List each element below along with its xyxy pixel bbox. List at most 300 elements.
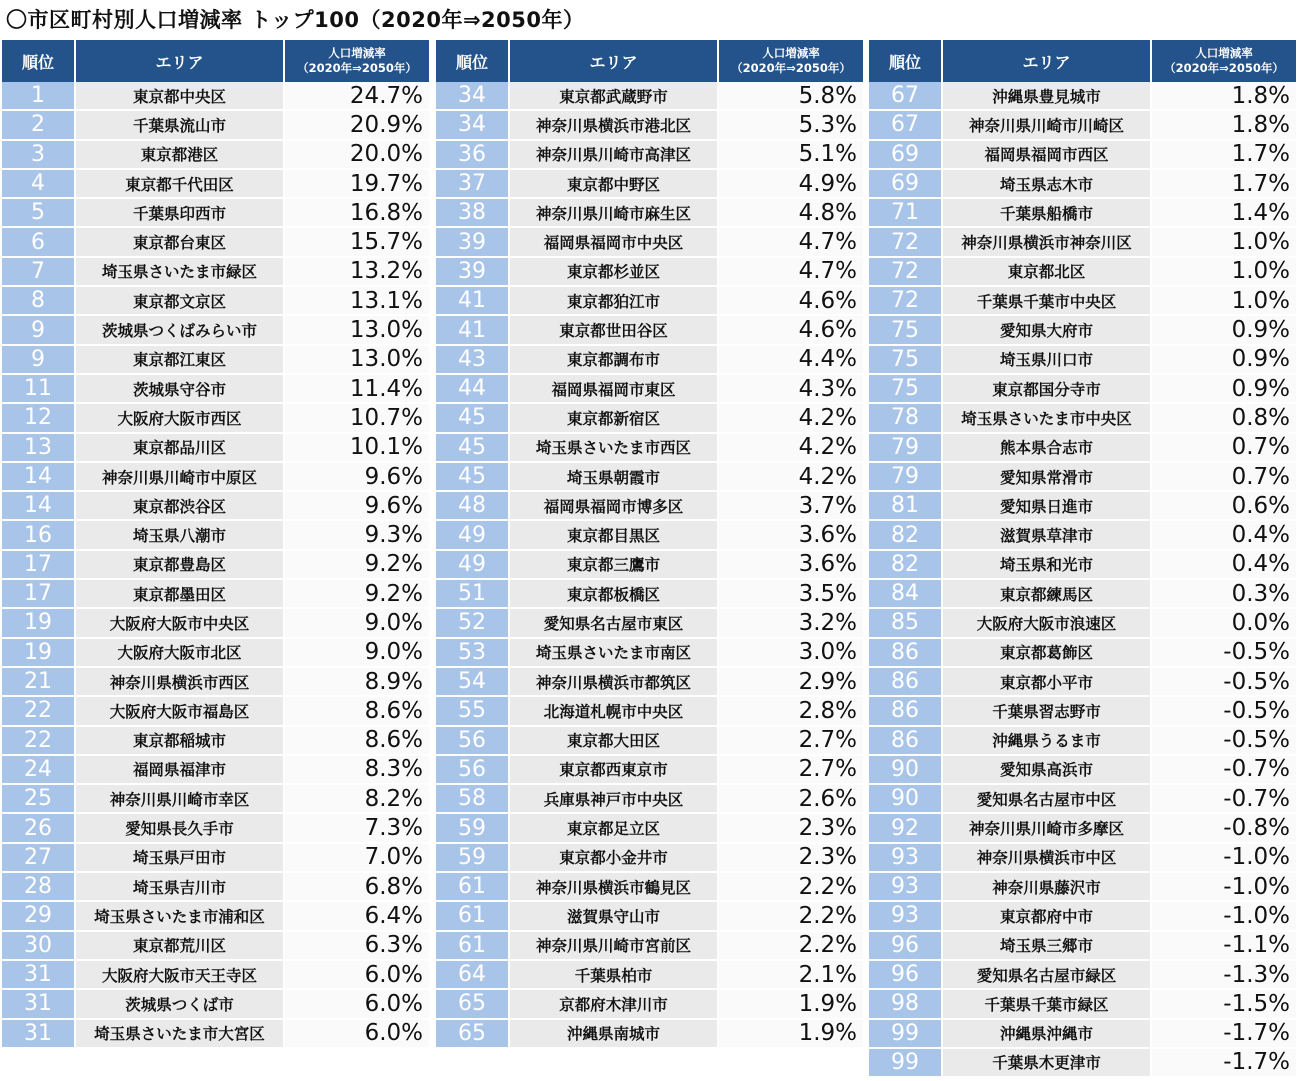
area-cell: 茨城県つくば市	[76, 990, 285, 1019]
area-cell: 神奈川県川崎市川崎区	[943, 111, 1152, 140]
area-cell: 埼玉県戸田市	[76, 844, 285, 873]
table-row	[2, 727, 431, 756]
table-row	[2, 639, 431, 668]
area-cell: 東京都杉並区	[510, 258, 719, 287]
rate-cell: 1.7%	[1152, 170, 1298, 199]
area-cell: 大阪府大阪市中央区	[76, 609, 285, 638]
rank-cell: 21	[2, 668, 76, 697]
rate-cell: 9.6%	[285, 492, 431, 521]
table-row	[2, 170, 431, 199]
table-row	[436, 932, 865, 961]
rate-cell: 4.3%	[719, 375, 865, 404]
area-cell: 埼玉県さいたま市南区	[510, 639, 719, 668]
rank-cell: 49	[436, 521, 510, 550]
rank-cell: 61	[436, 873, 510, 902]
table-row	[869, 1020, 1298, 1049]
table-row	[436, 434, 865, 463]
area-cell: 熊本県合志市	[943, 434, 1152, 463]
header-rate-period: （2020年⇒2050年）	[731, 61, 851, 75]
rate-cell: 8.2%	[285, 785, 431, 814]
area-cell: 埼玉県朝霞市	[510, 463, 719, 492]
rate-cell: 8.6%	[285, 727, 431, 756]
area-cell: 東京都三鷹市	[510, 551, 719, 580]
rank-cell: 85	[869, 609, 943, 638]
rate-cell: 4.2%	[719, 463, 865, 492]
rate-cell: 3.5%	[719, 580, 865, 609]
rate-cell: 2.2%	[719, 902, 865, 931]
rank-cell: 45	[436, 463, 510, 492]
rate-cell: 7.0%	[285, 844, 431, 873]
table-row	[869, 346, 1298, 375]
rank-cell: 56	[436, 727, 510, 756]
rate-cell: -1.3%	[1152, 961, 1298, 990]
rank-cell: 7	[2, 258, 76, 287]
rank-cell: 65	[436, 990, 510, 1019]
rank-cell: 86	[869, 668, 943, 697]
header-rank: 順位	[436, 40, 510, 82]
header-rate-period: （2020年⇒2050年）	[297, 61, 417, 75]
rank-cell: 96	[869, 932, 943, 961]
rate-cell: 6.0%	[285, 961, 431, 990]
area-cell: 東京都足立区	[510, 814, 719, 843]
rate-cell: 13.1%	[285, 287, 431, 316]
rate-cell: 6.0%	[285, 990, 431, 1019]
rate-cell: -0.5%	[1152, 639, 1298, 668]
area-cell: 大阪府大阪市西区	[76, 404, 285, 433]
rate-cell: -0.5%	[1152, 727, 1298, 756]
rate-cell: 19.7%	[285, 170, 431, 199]
header-area: エリア	[510, 40, 719, 82]
area-cell: 東京都台東区	[76, 228, 285, 257]
area-cell: 千葉県木更津市	[943, 1049, 1152, 1078]
table-row	[436, 1020, 865, 1049]
rank-cell: 71	[869, 199, 943, 228]
table-row	[869, 170, 1298, 199]
area-cell: 愛知県日進市	[943, 492, 1152, 521]
rate-cell: 6.4%	[285, 902, 431, 931]
rate-cell: 4.8%	[719, 199, 865, 228]
area-cell: 埼玉県吉川市	[76, 873, 285, 902]
area-cell: 東京都府中市	[943, 902, 1152, 931]
table-row	[2, 199, 431, 228]
rate-cell: 0.4%	[1152, 521, 1298, 550]
table-row	[2, 697, 431, 726]
rank-cell: 98	[869, 990, 943, 1019]
table-row	[869, 639, 1298, 668]
rate-cell: 0.9%	[1152, 316, 1298, 345]
area-cell: 千葉県流山市	[76, 111, 285, 140]
rate-cell: 20.9%	[285, 111, 431, 140]
table-row	[436, 814, 865, 843]
rank-cell: 90	[869, 785, 943, 814]
rate-cell: 4.2%	[719, 434, 865, 463]
table-row	[869, 844, 1298, 873]
area-cell: 神奈川県横浜市神奈川区	[943, 228, 1152, 257]
table-row	[2, 844, 431, 873]
table-header	[436, 40, 865, 82]
area-cell: 埼玉県さいたま市西区	[510, 434, 719, 463]
rank-cell: 93	[869, 844, 943, 873]
area-cell: 東京都武蔵野市	[510, 82, 719, 111]
area-cell: 神奈川県川崎市多摩区	[943, 814, 1152, 843]
table-row	[436, 727, 865, 756]
table-row	[2, 785, 431, 814]
rate-cell: -1.5%	[1152, 990, 1298, 1019]
area-cell: 千葉県千葉市緑区	[943, 990, 1152, 1019]
area-cell: 東京都渋谷区	[76, 492, 285, 521]
rate-cell: 2.2%	[719, 873, 865, 902]
area-cell: 千葉県船橋市	[943, 199, 1152, 228]
area-cell: 神奈川県横浜市都筑区	[510, 668, 719, 697]
table-row	[2, 463, 431, 492]
area-cell: 東京都世田谷区	[510, 316, 719, 345]
area-cell: 東京都目黒区	[510, 521, 719, 550]
rate-cell: -1.1%	[1152, 932, 1298, 961]
area-cell: 愛知県名古屋市緑区	[943, 961, 1152, 990]
area-cell: 沖縄県豊見城市	[943, 82, 1152, 111]
header-rank: 順位	[2, 40, 76, 82]
rank-cell: 26	[2, 814, 76, 843]
rate-cell: -0.7%	[1152, 756, 1298, 785]
table-row	[869, 316, 1298, 345]
area-cell: 東京都新宿区	[510, 404, 719, 433]
rank-cell: 34	[436, 111, 510, 140]
rank-cell: 96	[869, 961, 943, 990]
rank-cell: 41	[436, 316, 510, 345]
table-row	[2, 609, 431, 638]
rate-cell: 1.9%	[719, 990, 865, 1019]
table-row	[869, 521, 1298, 550]
table-row	[436, 258, 865, 287]
rank-cell: 78	[869, 404, 943, 433]
area-cell: 東京都豊島区	[76, 551, 285, 580]
rate-cell: 1.8%	[1152, 82, 1298, 111]
rank-cell: 9	[2, 346, 76, 375]
table-row	[869, 668, 1298, 697]
rank-cell: 69	[869, 141, 943, 170]
table-row	[436, 844, 865, 873]
table-row	[436, 902, 865, 931]
table-row	[869, 873, 1298, 902]
area-cell: 福岡県福岡市中央区	[510, 228, 719, 257]
area-cell: 兵庫県神戸市中央区	[510, 785, 719, 814]
rate-cell: 20.0%	[285, 141, 431, 170]
rank-cell: 22	[2, 697, 76, 726]
area-cell: 大阪府大阪市福島区	[76, 697, 285, 726]
rate-cell: -0.7%	[1152, 785, 1298, 814]
table-row	[2, 873, 431, 902]
rank-cell: 39	[436, 228, 510, 257]
rate-cell: 6.0%	[285, 1020, 431, 1049]
rank-cell: 59	[436, 814, 510, 843]
area-cell: 東京都港区	[76, 141, 285, 170]
rank-cell: 64	[436, 961, 510, 990]
rank-cell: 59	[436, 844, 510, 873]
area-cell: 東京都北区	[943, 258, 1152, 287]
rank-cell: 14	[2, 492, 76, 521]
table-row	[436, 316, 865, 345]
rate-cell: 9.0%	[285, 609, 431, 638]
table-row	[436, 199, 865, 228]
table-row	[2, 346, 431, 375]
rank-cell: 2	[2, 111, 76, 140]
table-row	[436, 346, 865, 375]
rank-cell: 51	[436, 580, 510, 609]
area-cell: 千葉県柏市	[510, 961, 719, 990]
rate-cell: 4.9%	[719, 170, 865, 199]
area-cell: 東京都江東区	[76, 346, 285, 375]
area-cell: 東京都荒川区	[76, 932, 285, 961]
rank-cell: 54	[436, 668, 510, 697]
table-row	[869, 404, 1298, 433]
table-row	[436, 287, 865, 316]
rank-cell: 24	[2, 756, 76, 785]
area-cell: 東京都国分寺市	[943, 375, 1152, 404]
rank-cell: 75	[869, 316, 943, 345]
header-rate-label: 人口増減率	[328, 46, 386, 60]
table-row	[436, 111, 865, 140]
header-area: エリア	[76, 40, 285, 82]
rank-cell: 29	[2, 902, 76, 931]
rate-cell: 3.6%	[719, 521, 865, 550]
rate-cell: 13.2%	[285, 258, 431, 287]
rate-cell: 0.7%	[1152, 434, 1298, 463]
rate-cell: 2.3%	[719, 844, 865, 873]
table-row	[869, 375, 1298, 404]
area-cell: 滋賀県草津市	[943, 521, 1152, 550]
table-row	[436, 141, 865, 170]
rate-cell: 10.1%	[285, 434, 431, 463]
table-row	[869, 785, 1298, 814]
rank-cell: 1	[2, 82, 76, 111]
table-row	[869, 141, 1298, 170]
area-cell: 福岡県福津市	[76, 756, 285, 785]
rate-cell: 2.7%	[719, 756, 865, 785]
table-row	[2, 932, 431, 961]
rate-cell: -0.5%	[1152, 697, 1298, 726]
rate-cell: -1.7%	[1152, 1020, 1298, 1049]
rank-cell: 79	[869, 434, 943, 463]
rate-cell: 4.7%	[719, 258, 865, 287]
table-row	[2, 141, 431, 170]
header-area: エリア	[943, 40, 1152, 82]
table-row	[436, 228, 865, 257]
rate-cell: 2.7%	[719, 727, 865, 756]
rate-cell: 8.9%	[285, 668, 431, 697]
table-row	[2, 434, 431, 463]
area-cell: 愛知県高浜市	[943, 756, 1152, 785]
rank-cell: 17	[2, 551, 76, 580]
table-row	[2, 404, 431, 433]
area-cell: 千葉県習志野市	[943, 697, 1152, 726]
header-rate	[1152, 40, 1298, 82]
area-cell: 沖縄県南城市	[510, 1020, 719, 1049]
header-rate	[719, 40, 865, 82]
table-row	[869, 814, 1298, 843]
area-cell: 大阪府大阪市天王寺区	[76, 961, 285, 990]
header-rate-label: 人口増減率	[762, 46, 820, 60]
rank-cell: 16	[2, 521, 76, 550]
rank-cell: 8	[2, 287, 76, 316]
table-row	[436, 551, 865, 580]
table-row	[869, 492, 1298, 521]
area-cell: 東京都西東京市	[510, 756, 719, 785]
area-cell: 神奈川県川崎市宮前区	[510, 932, 719, 961]
table-header	[2, 40, 431, 82]
table-row	[436, 404, 865, 433]
rate-cell: 13.0%	[285, 316, 431, 345]
table-row	[2, 375, 431, 404]
rate-cell: 5.3%	[719, 111, 865, 140]
area-cell: 神奈川県川崎市高津区	[510, 141, 719, 170]
rank-cell: 86	[869, 697, 943, 726]
table-row	[436, 580, 865, 609]
table-row	[869, 111, 1298, 140]
table-row	[2, 287, 431, 316]
rate-cell: 13.0%	[285, 346, 431, 375]
rate-cell: 11.4%	[285, 375, 431, 404]
rank-cell: 44	[436, 375, 510, 404]
area-cell: 京都府木津川市	[510, 990, 719, 1019]
table-row	[436, 873, 865, 902]
rank-cell: 75	[869, 346, 943, 375]
rate-cell: 0.6%	[1152, 492, 1298, 521]
rate-cell: -1.7%	[1152, 1049, 1298, 1078]
area-cell: 東京都調布市	[510, 346, 719, 375]
rank-cell: 86	[869, 727, 943, 756]
rank-cell: 4	[2, 170, 76, 199]
ranking-table-2	[436, 40, 865, 1049]
rate-cell: 24.7%	[285, 82, 431, 111]
area-cell: 福岡県福岡市東区	[510, 375, 719, 404]
rate-cell: 8.6%	[285, 697, 431, 726]
rate-cell: 9.2%	[285, 580, 431, 609]
rank-cell: 31	[2, 1020, 76, 1049]
table-row	[869, 961, 1298, 990]
area-cell: 埼玉県さいたま市大宮区	[76, 1020, 285, 1049]
table-row	[2, 668, 431, 697]
area-cell: 愛知県名古屋市東区	[510, 609, 719, 638]
rate-cell: 2.3%	[719, 814, 865, 843]
table-row	[436, 463, 865, 492]
rank-cell: 90	[869, 756, 943, 785]
rank-cell: 79	[869, 463, 943, 492]
rate-cell: 1.0%	[1152, 287, 1298, 316]
rate-cell: 5.8%	[719, 82, 865, 111]
rate-cell: 3.7%	[719, 492, 865, 521]
table-row	[2, 551, 431, 580]
rate-cell: 3.0%	[719, 639, 865, 668]
area-cell: 東京都文京区	[76, 287, 285, 316]
rank-cell: 31	[2, 990, 76, 1019]
table-row	[869, 727, 1298, 756]
rank-cell: 30	[2, 932, 76, 961]
rank-cell: 93	[869, 902, 943, 931]
rank-cell: 19	[2, 639, 76, 668]
table-row	[2, 756, 431, 785]
rank-cell: 45	[436, 404, 510, 433]
rate-cell: 9.2%	[285, 551, 431, 580]
rank-cell: 55	[436, 697, 510, 726]
table-row	[2, 1020, 431, 1049]
rank-cell: 67	[869, 82, 943, 111]
rate-cell: 4.2%	[719, 404, 865, 433]
table-row	[436, 697, 865, 726]
rank-cell: 52	[436, 609, 510, 638]
area-cell: 神奈川県川崎市麻生区	[510, 199, 719, 228]
table-row	[869, 609, 1298, 638]
rank-cell: 27	[2, 844, 76, 873]
rank-cell: 11	[2, 375, 76, 404]
area-cell: 東京都板橋区	[510, 580, 719, 609]
rank-cell: 28	[2, 873, 76, 902]
rate-cell: 0.0%	[1152, 609, 1298, 638]
table-row	[869, 82, 1298, 111]
table-row	[2, 492, 431, 521]
rank-cell: 6	[2, 228, 76, 257]
rate-cell: 0.9%	[1152, 375, 1298, 404]
rate-cell: -0.8%	[1152, 814, 1298, 843]
rank-cell: 82	[869, 521, 943, 550]
table-row	[869, 580, 1298, 609]
area-cell: 神奈川県川崎市幸区	[76, 785, 285, 814]
area-cell: 埼玉県さいたま市緑区	[76, 258, 285, 287]
rank-cell: 61	[436, 902, 510, 931]
rate-cell: 8.3%	[285, 756, 431, 785]
rank-cell: 81	[869, 492, 943, 521]
table-row	[436, 756, 865, 785]
rate-cell: 0.7%	[1152, 463, 1298, 492]
area-cell: 東京都品川区	[76, 434, 285, 463]
area-cell: 沖縄県うるま市	[943, 727, 1152, 756]
area-cell: 東京都狛江市	[510, 287, 719, 316]
rank-cell: 31	[2, 961, 76, 990]
table-row	[436, 961, 865, 990]
table-row	[869, 990, 1298, 1019]
rate-cell: 2.2%	[719, 932, 865, 961]
header-rate	[285, 40, 431, 82]
rank-cell: 93	[869, 873, 943, 902]
rank-cell: 99	[869, 1049, 943, 1078]
rate-cell: -1.0%	[1152, 873, 1298, 902]
header-rate-label: 人口増減率	[1195, 46, 1253, 60]
rank-cell: 86	[869, 639, 943, 668]
table-row	[869, 434, 1298, 463]
table-row	[869, 697, 1298, 726]
area-cell: 埼玉県さいたま市中央区	[943, 404, 1152, 433]
rank-cell: 49	[436, 551, 510, 580]
rate-cell: 0.9%	[1152, 346, 1298, 375]
area-cell: 東京都小平市	[943, 668, 1152, 697]
rate-cell: 4.4%	[719, 346, 865, 375]
rank-cell: 9	[2, 316, 76, 345]
area-cell: 埼玉県和光市	[943, 551, 1152, 580]
rate-cell: 9.0%	[285, 639, 431, 668]
table-row	[869, 228, 1298, 257]
rank-cell: 58	[436, 785, 510, 814]
rank-cell: 72	[869, 258, 943, 287]
rank-cell: 38	[436, 199, 510, 228]
area-cell: 埼玉県志木市	[943, 170, 1152, 199]
rate-cell: 6.8%	[285, 873, 431, 902]
table-row	[869, 902, 1298, 931]
area-cell: 滋賀県守山市	[510, 902, 719, 931]
rank-cell: 37	[436, 170, 510, 199]
rate-cell: 3.2%	[719, 609, 865, 638]
table-row	[869, 199, 1298, 228]
area-cell: 東京都小金井市	[510, 844, 719, 873]
header-rate-period: （2020年⇒2050年）	[1164, 61, 1284, 75]
